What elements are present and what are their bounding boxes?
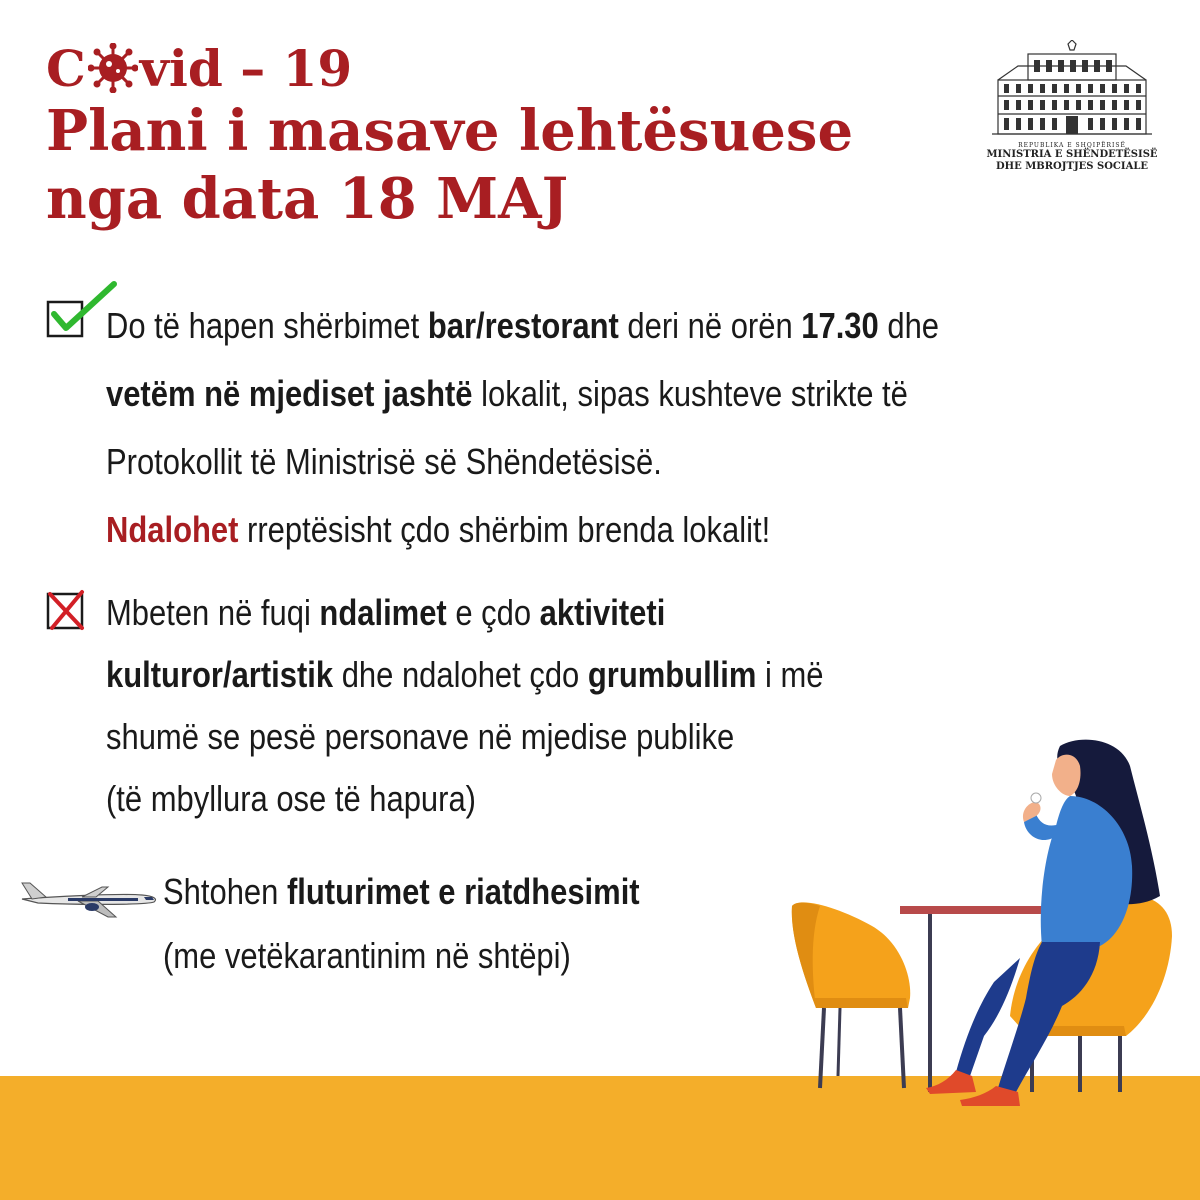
item-gatherings-line-4: (të mbyllura ose të hapura) [106,778,476,819]
text-segment: e çdo [446,592,540,633]
item-gatherings-line-1 [106,582,824,644]
text-segment: Mbeten në fuqi [106,592,320,633]
text-segment: Do të hapen shërbimet [106,305,428,346]
text-segment: deri në orën [618,305,802,346]
logo-ministry-subtext: DHE MBROJTJES SOCIALE [996,161,1148,172]
text-segment: lokalit, sipas kushteve strikte të [472,373,908,414]
text-bold: aktiviteti [539,592,666,633]
text-red-bold: Ndalohet [106,509,239,550]
covid-title-rest: vid – 19 [139,38,353,98]
text-bold: 17.30 [801,305,879,346]
item-restaurants-line-3: Protokollit të Ministrisë së Shëndetësisë. [106,441,662,482]
item-gatherings-line-3: shumë se pesë personave në mjedise publike [106,716,735,757]
item-gatherings-line-2 [106,644,824,706]
title-line-3: nga data 18 MAJ [46,166,569,232]
item-restaurants-line-2 [106,360,939,428]
airplane-icon [18,877,160,921]
title-line-2: Plani i masave lehtësuese [46,98,854,164]
empty-chair [792,902,910,1088]
text-bold: fluturimet e riatdhesimit [286,871,640,912]
text-segment: Shtohen [163,871,287,912]
virus-icon [88,43,138,93]
text-segment: rreptësisht çdo shërbim brenda lokalit! [238,509,771,550]
text-segment: dhe [878,305,940,346]
text-bold: bar/restorant [427,305,619,346]
item-flights [163,860,640,988]
text-bold: ndalimet [319,592,447,633]
item-restaurants-line-4 [106,496,939,564]
title-covid [46,34,352,98]
text-segment: i më [756,654,824,695]
ministry-building-icon [988,40,1156,140]
item-flights-line-2: (me vetëkarantinim në shtëpi) [163,935,571,976]
text-bold: kulturor/artistik [106,654,334,695]
text-bold: grumbullim [587,654,757,695]
text-segment: dhe ndalohet çdo [333,654,588,695]
logo-republic-text: REPUBLIKA E SHQIPËRISË [1018,142,1126,149]
logo-ministry-text: MINISTRIA E SHËNDETËSISË [986,149,1158,160]
item-gatherings [106,582,824,830]
text-bold: vetëm në mjediset jashtë [106,373,473,414]
covid-c-letter: C [46,38,86,98]
item-restaurants [106,292,939,564]
item-flights-line-1 [163,860,640,924]
cafe-woman-illustration [780,736,1200,1136]
item-restaurants-line-1 [106,292,939,360]
x-icon [46,588,90,632]
ministry-logo [986,40,1158,173]
